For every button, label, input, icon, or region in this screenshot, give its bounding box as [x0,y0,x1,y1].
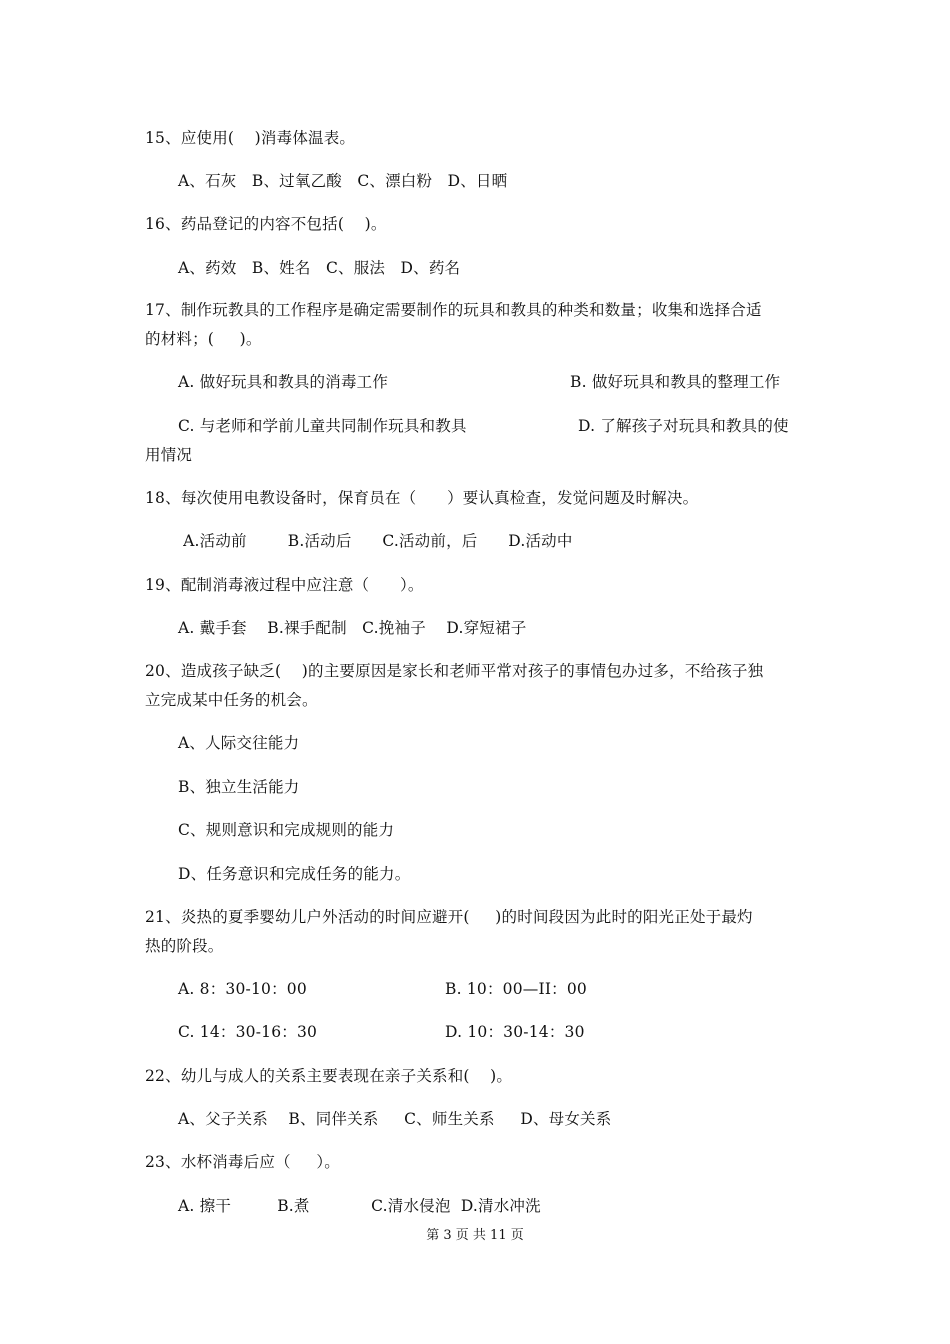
question-15: 15、应使用( )消毒体温表。 [145,129,356,147]
question-21-line2: 热的阶段。 [145,937,224,955]
question-17-line2: 的材料；( )。 [145,330,262,348]
question-21-option-c: C. 14：30-16：30 [178,1023,318,1041]
question-21-option-a: A. 8：30-10：00 [178,980,307,998]
question-16: 16、药品登记的内容不包括( )。 [145,215,387,233]
question-20-option-b: B、独立生活能力 [178,778,300,796]
question-15-options: A、石灰 B、过氧乙酸 C、漂白粉 D、日晒 [178,172,508,190]
question-17-option-c: C. 与老师和学前儿童共同制作玩具和教具 [178,417,467,435]
page-footer: 第 3 页 共 11 页 [426,1228,524,1243]
question-23: 23、水杯消毒后应（ ）。 [145,1153,341,1171]
question-19-options: A. 戴手套 B.裸手配制 C.挽袖子 D.穿短裙子 [178,619,527,637]
question-22: 22、幼儿与成人的关系主要表现在亲子关系和( )。 [145,1067,513,1085]
question-17-option-d-line2: 用情况 [145,446,193,464]
question-23-options: A. 擦干 B.煮 C.清水侵泡 D.清水冲洗 [178,1197,541,1215]
question-21-option-b: B. 10：00—II：00 [445,980,587,998]
question-17-line1: 17、制作玩教具的工作程序是确定需要制作的玩具和教具的种类和数量；收集和选择合适 [145,301,762,319]
question-20-option-a: A、人际交往能力 [178,734,300,752]
question-20-option-c: C、规则意识和完成规则的能力 [178,821,395,839]
question-22-options: A、父子关系 B、同伴关系 C、师生关系 D、母女关系 [178,1110,612,1128]
question-18-options: A.活动前 B.活动后 C.活动前，后 D.活动中 [178,532,573,550]
question-18: 18、每次使用电教设备时，保育员在（ ）要认真检查，发觉问题及时解决。 [145,489,699,507]
question-20-line2: 立完成某中任务的机会。 [145,691,318,709]
question-17-option-b: B. 做好玩具和教具的整理工作 [570,373,781,391]
question-21-line1: 21、炎热的夏季婴幼儿户外活动的时间应避开( )的时间段因为此时的阳光正处于最灼 [145,908,753,926]
question-20-option-d: D、任务意识和完成任务的能力。 [178,865,411,883]
question-17-option-d-line1: D. 了解孩子对玩具和教具的使 [578,417,789,435]
question-21-option-d: D. 10：30-14：30 [445,1023,585,1041]
question-19: 19、配制消毒液过程中应注意（ ）。 [145,576,424,594]
question-20-line1: 20、造成孩子缺乏( )的主要原因是家长和老师平常对孩子的事情包办过多，不给孩子独 [145,662,764,680]
question-16-options: A、药效 B、姓名 C、服法 D、药名 [178,259,461,277]
question-17-option-a: A. 做好玩具和教具的消毒工作 [178,373,389,391]
